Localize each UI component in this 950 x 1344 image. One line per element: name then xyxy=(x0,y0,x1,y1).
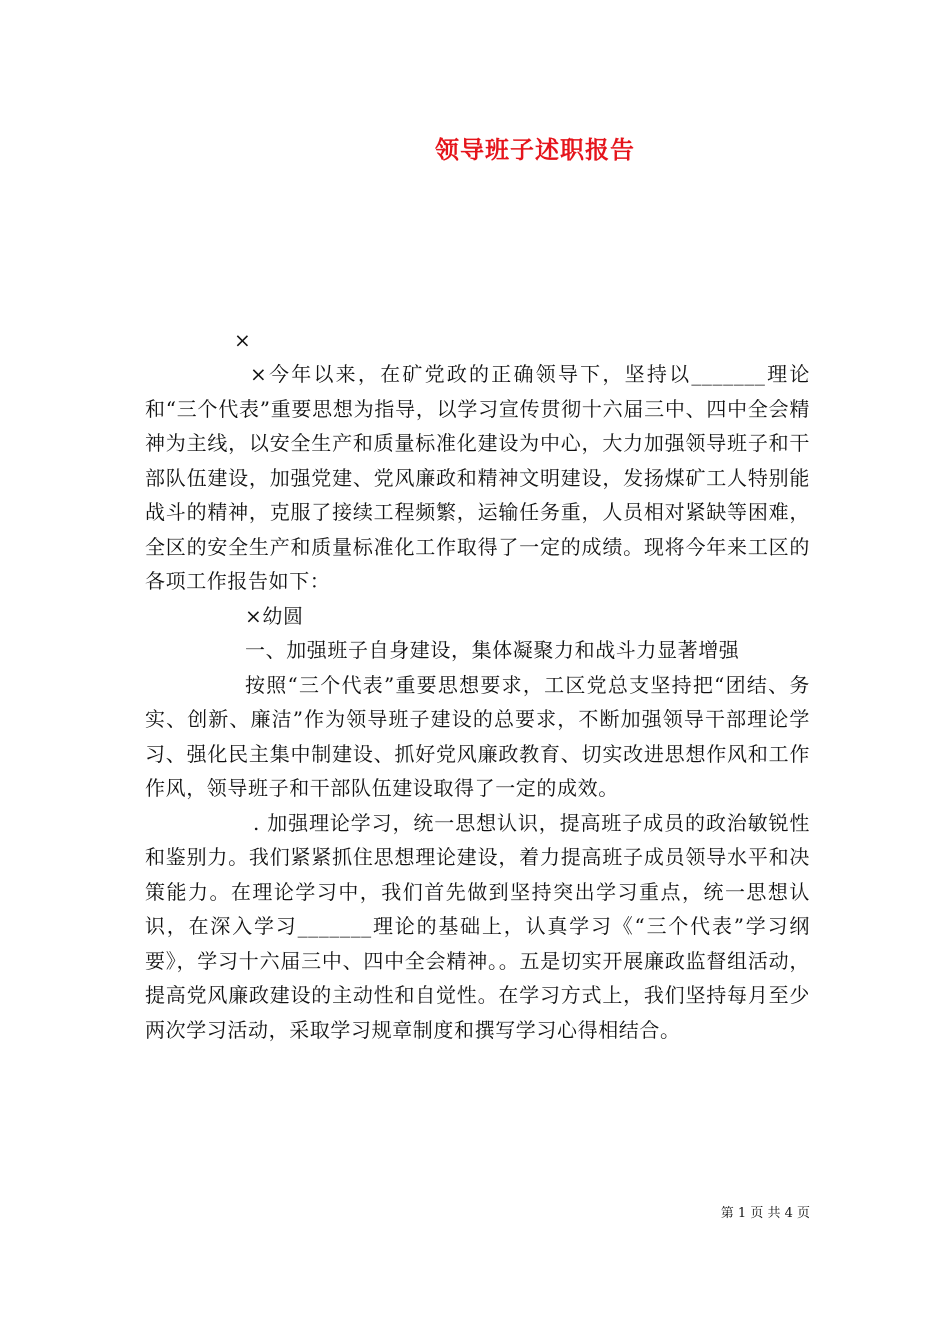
document-body xyxy=(145,357,810,1047)
page-number: 第 1 页 共 4 页 xyxy=(720,1206,810,1221)
paragraph-font-note: ×幼圆 xyxy=(245,603,304,628)
section-heading-1: 一、加强班子自身建设，集体凝聚力和战斗力显著增强 xyxy=(245,638,740,662)
paragraph-intro: ×今年以来，在矿党政的正确领导下，坚持以_______理论和“三个代表”重要思想为指导，以学习宣传贯彻十六届三中、四中全会精神为主线，以安全生产和质量标准化建设为中心，大力加强领导班子和干部队伍建设，加强党建、党风廉政和精神文明建设，发扬煤矿工人特别能战斗的精神，克服了接续工程频繁，运输任务重，人员相对紧缺等困难，全区的安全生产和质量标准化工作取得了一定的成绩。现将今年来工区的各项工作报告如下： xyxy=(145,362,810,593)
paragraph-section-1-body: 按照“三个代表”重要思想要求，工区党总支坚持把“团结、务实、创新、廉洁”作为领导班子建设的总要求，不断加强领导干部理论学习、强化民主集中制建设、抓好党风廉政教育、切实改进思想作风和工作作风，领导班子和干部队伍建设取得了一定的成效。 xyxy=(145,672,810,800)
placeholder-mark: × xyxy=(234,328,251,352)
paragraph-theory-study: . 加强理论学习，统一思想认识，提高班子成员的政治敏锐性和鉴别力。我们紧紧抓住思想理论建设，着力提高班子成员领导水平和决策能力。在理论学习中，我们首先做到坚持突出学习重点，统一思想认识，在深入学习_______理论的基础上，认真学习《“三个代表”学习纲要》，学习十六届三中、四中全会精神。。五是切实开展廉政监督组活动，提高党风廉政建设的主动性和自觉性。在学习方式上，我们坚持每月至少两次学习活动，采取学习规章制度和撰写学习心得相结合。 xyxy=(145,810,810,1042)
document-title: 领导班子述职报告 xyxy=(435,135,635,164)
